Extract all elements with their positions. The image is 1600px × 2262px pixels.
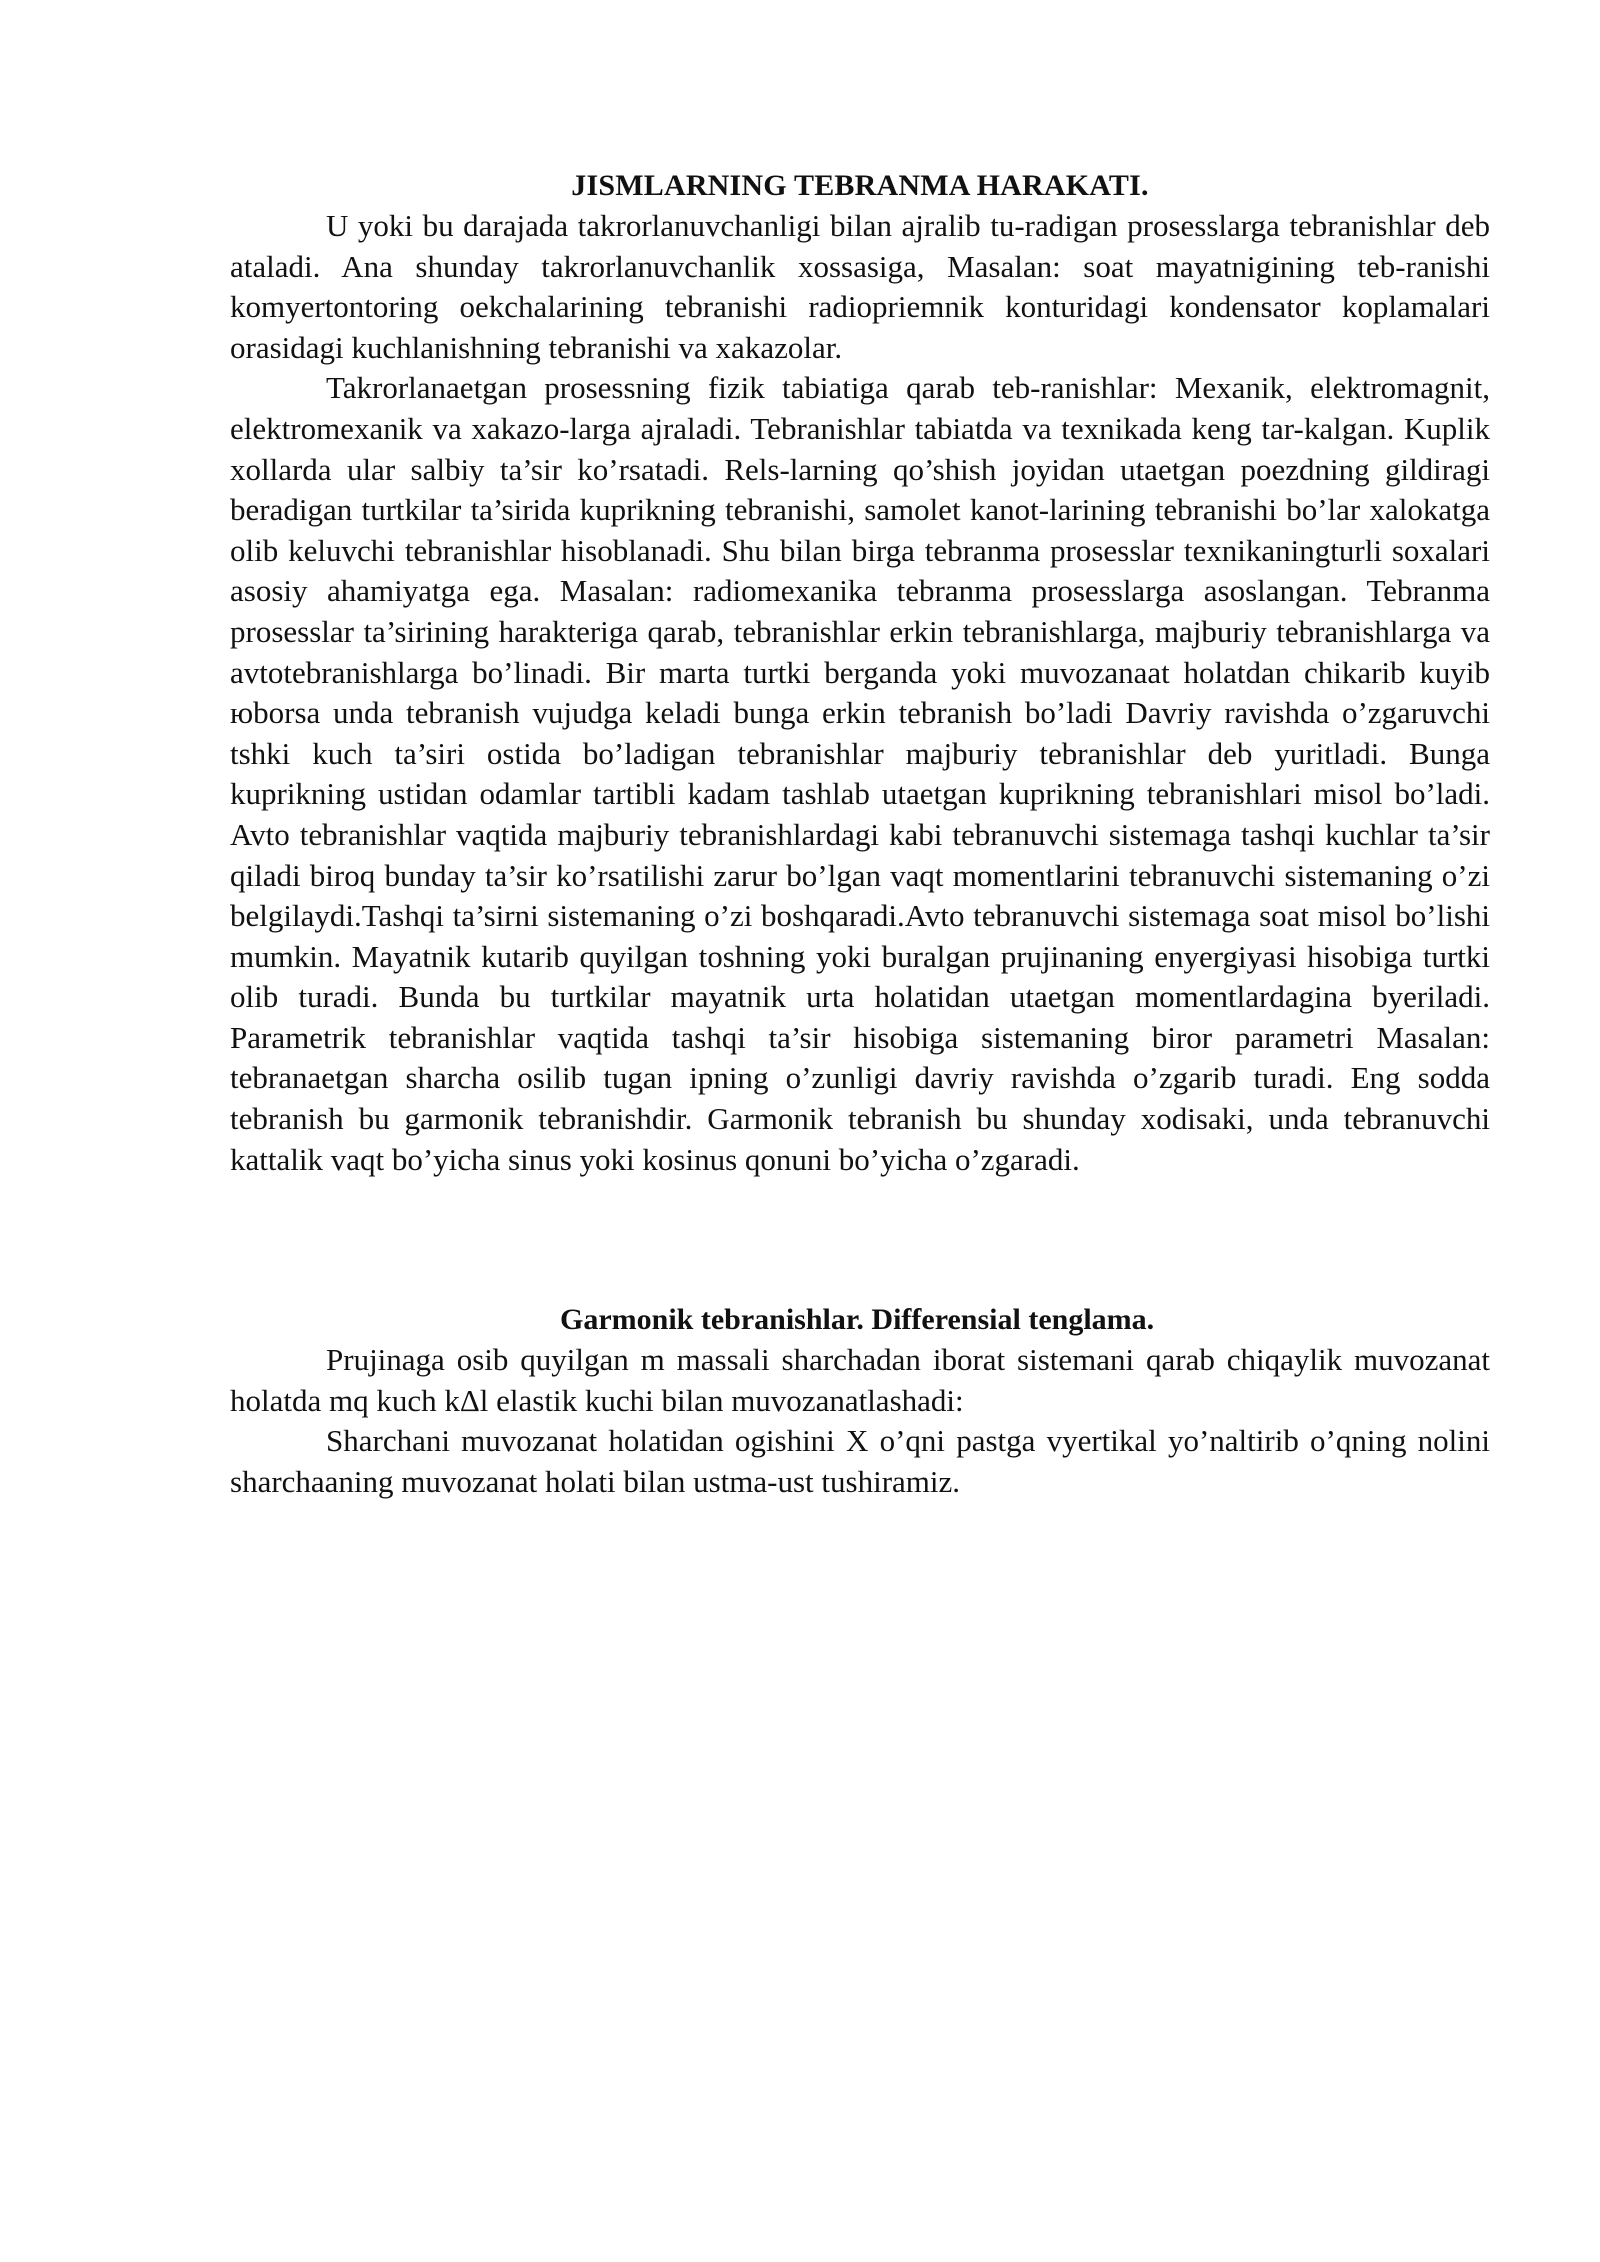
section-paragraph-2: Sharchani muvozanat holatidan ogishini X o’qni pastga vyertikal yo’naltirib o’qning nolini sharchaaning muvozanat holati bilan ustma-ust tushiramiz. <box>230 1423 1490 1500</box>
document-body <box>230 166 1490 1503</box>
section-paragraph-1: Prujinaga osib quyilgan m massali sharchadan iborat sistemani qarab chiqaylik muvozanat holatda mq kuch kΔl elastik kuchi bilan muvozanatlashadi: <box>230 1342 1490 1418</box>
document-title: JISMLARNING TEBRANMA HARAKATI. <box>571 169 1149 202</box>
section-title: Garmonik tebranishlar. Differensial tenglama. <box>560 1303 1155 1337</box>
intro-paragraph: U yoki bu darajada takrorlanuvchanligi bilan ajralib tu-radigan prosesslarga tebranishlar deb ataladi. Ana shunday takrorlanuvchanlik xossasiga, Masalan: soat mayatnigining teb-ranishi komyertontoring oekchalarining tebranishi radiopriemnik konturidagi kondensator koplamalari orasidagi kuchlanishning tebranishi va xakazolar. <box>230 208 1490 365</box>
oscillation-types-paragraph: Takrorlanaetgan prosessning fizik tabiatiga qarab teb-ranishlar: Mexanik, elektromagnit, elektromexanik va xakazo-larga ajraladi. Tebranishlar tabiatda va texnikada keng tar-kalgan. Kuplik xollarda ular salbiy ta’sir ko’rsatadi. Rels-larning qo’shish joyidan utaetgan poezdning gildiragi beradigan turtkilar ta’sirida kuprikning tebranishi, samolet kanot-larining tebranishi bo’lar xalokatga olib keluvchi tebranishlar hisoblanadi. Shu bilan birga tebranma prosesslar texnikaningturli soxalari asosiy ahamiyatga ega. Masalan: radiomexanika tebranma prosesslarga asoslangan. Tebranma prosesslar ta’sirining harakteriga qarab, tebranishlar erkin tebranishlarga, majburiy tebranishlarga va avtotebranishlarga bo’linadi. Bir marta turtki berganda yoki muvozanaat holatdan chikarib kuyib юborsa unda tebranish vujudga keladi bunga erkin tebranish bo’ladi Davriy ravishda o’zgaruvchi tshki kuch ta’siri ostida bo’ladigan tebranishlar majburiy tebranishlar deb yuritladi. Bunga kuprikning ustidan odamlar tartibli kadam tashlab utaetgan kuprikning tebranishlari misol bo’ladi. Avto tebranishlar vaqtida majburiy tebranishlardagi kabi tebranuvchi sistemaga tashqi kuchlar ta’sir qiladi biroq bunday ta’sir ko’rsatilishi zarur bo’lgan vaqt momentlarini tebranuvchi sistemaning o’zi belgilaydi.Tashqi ta’sirni sistemaning o’zi boshqaradi.Avto tebranuvchi sistemaga soat misol bo’lishi mumkin. Mayatnik kutarib quyilgan toshning yoki buralgan prujinaning enyergiyasi hisobiga turtki olib turadi. Bunda bu turtkilar mayatnik urta holatidan utaetgan momentlardagina byeriladi. Parametrik tebranishlar vaqtida tashqi ta’sir hisobiga sistemaning biror parametri Masalan: tebranaetgan sharcha osilib tugan ipning o’zunligi davriy ravishda o’zgarib turadi. Eng sodda tebranish bu garmonik tebranishdir. Garmonik tebranish bu shunday xodisaki, unda tebranuvchi kattalik vaqt bo’yicha sinus yoki kosinus qonuni bo’yicha o’zgaradi. <box>230 370 1490 1177</box>
